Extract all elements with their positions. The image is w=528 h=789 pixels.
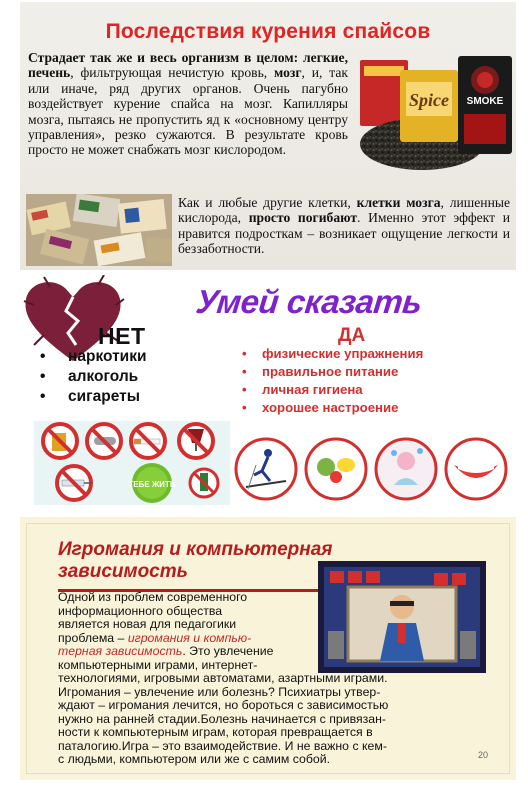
no-alcohol-icon bbox=[43, 424, 77, 458]
good-mood-icon bbox=[446, 439, 506, 499]
article-text: Одной из проблем современного информационного общества является новая для педагогики проблема – игромания и компью- терная зависимость. Это увлечение компьютерными играми, интернет- технологиями, игровыми автоматами, азартными играми. Игромания – увлечение или болезнь? Психиатры утвер- ждают – игромания лечится, но бороться с зависимостью нужно на ранней стадии.Болезнь начинается с привязан- ности к компьютерным играм, которая превращается в паталогию.Игра – это взаимодействие. И не важно с кем- с людьми, компьютером или же с самим собой. bbox=[58, 590, 389, 766]
skiing-icon bbox=[236, 439, 296, 499]
paragraph-brain-cells: Как и любые другие клетки, клетки мозга, лишенные кислорода, просто погибают. Именно этот эффект и нравится подросткам – возникает ощущение легкости и беззаботности. bbox=[178, 195, 511, 257]
no-smoking-icon bbox=[131, 424, 165, 458]
healthy-food-icon bbox=[306, 439, 366, 499]
pack-smoke-label: SMOKE bbox=[466, 96, 504, 107]
healthy-lifestyle-icons bbox=[232, 435, 516, 503]
live-badge-icon bbox=[128, 463, 175, 503]
slide-say-no bbox=[20, 275, 516, 507]
list-item: • наркотики bbox=[36, 347, 147, 367]
accent-term: терная зависимость bbox=[58, 644, 183, 658]
lead-text: Страдает так же и весь организм в целом: легкие, печень bbox=[28, 50, 348, 81]
slide-gaming-addiction bbox=[20, 517, 516, 780]
spice-pile-image bbox=[26, 194, 172, 266]
yes-list bbox=[242, 347, 423, 419]
list-item: • правильное питание bbox=[242, 365, 423, 379]
no-drugs-icon bbox=[87, 424, 121, 458]
list-item: • алкоголь bbox=[36, 367, 147, 387]
page-number: 20 bbox=[477, 750, 488, 760]
slide-title: Умей сказать bbox=[194, 283, 424, 320]
badge-label: ТЕБЕ ЖИТЬ bbox=[128, 480, 176, 489]
paragraph-organism: Страдает так же и весь организм в целом: легкие, печень, фильтрующая нечистую кровь, мозг, и, так или иначе, ряд других органов. Очень пагубно воздействует курение спайса на мозг. Капилляры мозга, пытаясь не пропустить яд к «основному центру управления», резко сужаются. В результате кровь просто не может снабжать мозг кислородом. bbox=[28, 50, 348, 158]
list-item: • физические упражнения bbox=[242, 347, 423, 361]
spice-packs-image bbox=[360, 52, 512, 172]
no-syringe-icon bbox=[57, 466, 92, 500]
slide-title: Последствия курения спайсов bbox=[105, 20, 431, 43]
list-item: • хорошее настроение bbox=[242, 401, 423, 415]
hygiene-icon bbox=[376, 439, 436, 499]
slide-spice-consequences bbox=[20, 2, 516, 270]
prohibition-icons bbox=[34, 421, 230, 505]
list-item: • сигареты bbox=[36, 387, 147, 407]
yes-heading: ДА bbox=[338, 325, 366, 346]
slide-title: Игромания и компьютерная зависимость bbox=[58, 539, 333, 582]
no-heading: НЕТ bbox=[98, 323, 146, 349]
accent-term: игромания и компью- bbox=[127, 630, 252, 645]
no-bottle-icon bbox=[190, 469, 218, 497]
pack-spice-label: Spice bbox=[409, 90, 449, 110]
no-list bbox=[36, 347, 147, 407]
list-item: • личная гигиена bbox=[242, 383, 423, 397]
no-wine-icon bbox=[179, 424, 213, 458]
